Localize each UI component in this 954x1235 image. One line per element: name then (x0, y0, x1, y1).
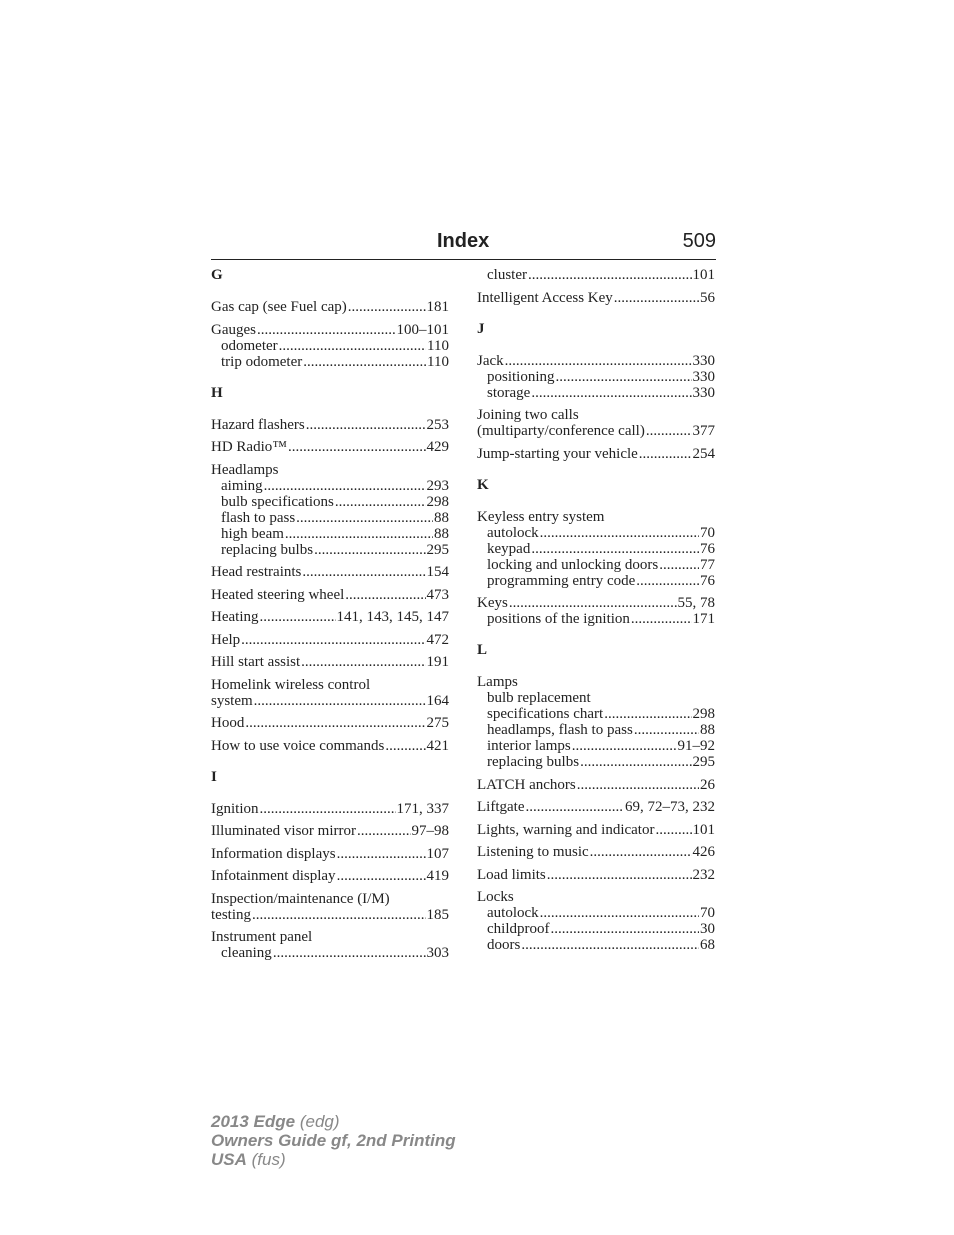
page-reference: 295 (692, 754, 715, 770)
index-entry (477, 799, 715, 815)
index-entry (477, 595, 715, 627)
entry-text: Gas cap (see Fuel cap) (211, 299, 347, 315)
footer-region (211, 1150, 456, 1169)
entry-text: flash to pass (221, 509, 296, 526)
entry-text: Lights, warning and indicator (477, 821, 655, 838)
page-reference: 69, 72–73, 232 (625, 799, 715, 815)
index-entry-line (477, 777, 715, 793)
page-reference: 88 (700, 722, 715, 738)
entry-text: HD Radio™ (211, 439, 287, 455)
index-subentry-line (211, 510, 449, 526)
entry-text: programming entry code (487, 572, 636, 589)
index-entry-line (477, 509, 715, 525)
index-entry-line (211, 907, 449, 923)
index-entry (211, 417, 449, 433)
entry-text: positions of the ignition (487, 611, 630, 627)
entry-text: locking and unlocking doors (487, 556, 659, 573)
entry-text: aiming (221, 477, 263, 494)
dot-leader (259, 609, 335, 625)
index-entry (477, 290, 715, 306)
page-reference: 30 (700, 921, 715, 937)
dot-leader (521, 937, 699, 953)
entry-text: high beam (221, 525, 284, 542)
entry-text: specifications chart (487, 706, 604, 722)
entry-text: keypad (487, 540, 531, 557)
index-column-left (211, 267, 449, 968)
index-entry (211, 823, 449, 839)
dot-leader (636, 573, 699, 589)
page-reference: 191 (426, 654, 449, 670)
page-reference: 419 (426, 868, 449, 884)
dot-leader (257, 322, 396, 338)
index-entry (211, 677, 449, 709)
index-entry-line (211, 891, 449, 907)
index-section-letter: J (477, 320, 485, 337)
entry-text: replacing bulbs (487, 754, 580, 770)
page-number: 509 (682, 230, 716, 252)
index-entry-line (211, 823, 449, 839)
page-reference: 164 (426, 692, 449, 709)
dot-leader (639, 446, 692, 462)
dot-leader (285, 526, 433, 542)
index-entry (477, 822, 715, 838)
entry-text: replacing bulbs (221, 541, 314, 558)
index-entry (477, 267, 715, 283)
dot-leader (264, 478, 426, 494)
index-entry-line (211, 299, 449, 315)
page-reference: 100–101 (396, 321, 449, 338)
index-subentry-line (211, 478, 449, 494)
entry-text: cluster (487, 267, 527, 283)
index-entry (211, 439, 449, 455)
index-entry (211, 846, 449, 862)
index-entry (211, 462, 449, 558)
page-title: Index (437, 230, 490, 252)
index-subentry-line (477, 525, 715, 541)
dot-leader (505, 353, 692, 369)
page-reference: 254 (692, 445, 715, 462)
index-entry-line (211, 868, 449, 884)
index-entry (211, 801, 449, 817)
entry-text: LATCH anchors (477, 776, 576, 793)
index-entry-line (211, 439, 449, 455)
index-entry-line (211, 322, 449, 338)
dot-leader (337, 868, 426, 884)
index-entry (477, 889, 715, 953)
dot-leader (556, 369, 692, 385)
entry-text: Ignition (211, 800, 259, 817)
page-reference: 101 (692, 267, 715, 283)
index-subentry-line (477, 722, 715, 738)
page-reference: 154 (426, 564, 449, 580)
index-entry (211, 632, 449, 648)
entry-text: Jump-starting your vehicle (477, 445, 638, 462)
entry-text: Locks (477, 889, 514, 905)
page-reference: 426 (692, 844, 715, 860)
index-entry (211, 891, 449, 923)
dot-leader (540, 525, 699, 541)
entry-text: storage (487, 384, 531, 401)
dot-leader (614, 290, 699, 306)
page-reference: 77 (700, 556, 715, 573)
index-column-right (477, 267, 715, 960)
page-reference: 76 (700, 572, 715, 589)
page-reference: 26 (700, 776, 715, 793)
index-entry (477, 674, 715, 770)
index-entry (211, 299, 449, 315)
page-reference: 76 (700, 540, 715, 557)
entry-text: Heating (211, 609, 259, 625)
page-reference: 303 (426, 945, 449, 961)
footer-model-code: (edg) (299, 1112, 340, 1131)
index-entry-line (477, 844, 715, 860)
entry-text: autolock (487, 524, 539, 541)
page-reference: 293 (426, 477, 449, 494)
entry-text: doors (487, 937, 521, 953)
index-entry-line (211, 929, 449, 945)
entry-text: Hazard flashers (211, 416, 305, 433)
entry-text: odometer (221, 337, 278, 354)
dot-leader (590, 844, 692, 860)
index-section-letter: H (211, 384, 223, 401)
entry-text: Intelligent Access Key (477, 289, 613, 306)
index-entry (477, 844, 715, 860)
dot-leader (348, 299, 426, 315)
index-subentry-line (477, 690, 715, 706)
index-subentry-line (477, 611, 715, 627)
entry-text: Jack (477, 352, 504, 369)
page-reference: 91–92 (677, 738, 715, 754)
dot-leader (337, 846, 426, 862)
entry-text: (multiparty/conference call) (477, 423, 645, 439)
page-reference: 232 (692, 866, 715, 883)
index-entry (477, 446, 715, 462)
entry-text: cleaning (221, 945, 272, 961)
page-reference: 68 (700, 937, 715, 953)
index-entry-line (477, 407, 715, 423)
index-subentry-line (477, 267, 715, 283)
dot-leader (273, 945, 426, 961)
page-reference: 181 (426, 299, 449, 315)
page-reference: 330 (692, 352, 715, 369)
index-entry-line (477, 889, 715, 905)
dot-leader (547, 867, 692, 883)
index-entry (211, 654, 449, 670)
index-entry (211, 322, 449, 370)
page-reference: 429 (426, 439, 449, 455)
entry-text: Lamps (477, 674, 518, 690)
page-reference: 330 (692, 368, 715, 385)
page-reference: 141, 143, 145, 147 (336, 609, 449, 625)
index-entry-line (211, 609, 449, 625)
entry-text: Head restraints (211, 564, 302, 580)
index-subentry-line (211, 338, 449, 354)
index-subentry-line (477, 369, 715, 385)
entry-text: system (211, 692, 253, 709)
page-reference: 377 (692, 423, 715, 439)
index-subentry-line (211, 526, 449, 542)
page-reference: 171, 337 (396, 800, 449, 817)
dot-leader (241, 632, 425, 648)
page-reference: 275 (426, 715, 449, 731)
index-subentry-line (477, 706, 715, 722)
dot-leader (550, 921, 699, 937)
entry-text: Gauges (211, 321, 256, 338)
page-reference: 253 (426, 416, 449, 433)
page-reference: 97–98 (411, 823, 449, 839)
index-entry (211, 738, 449, 754)
entry-text: Hood (211, 715, 245, 731)
entry-text: positioning (487, 368, 555, 385)
index-entry-line (211, 738, 449, 754)
index-subentry-line (477, 557, 715, 573)
entry-text: Illuminated visor mirror (211, 823, 356, 839)
index-entry (211, 929, 449, 961)
index-entry-line (477, 290, 715, 306)
entry-text: headlamps, flash to pass (487, 722, 633, 738)
index-entry-line (211, 677, 449, 693)
index-entry-line (211, 632, 449, 648)
page-reference: 110 (427, 353, 449, 370)
entry-text: Listening to music (477, 844, 589, 860)
index-subentry-line (477, 541, 715, 557)
index-entry (477, 867, 715, 883)
dot-leader (245, 715, 425, 731)
index-entry (211, 715, 449, 731)
dot-leader (531, 541, 699, 557)
dot-leader (655, 822, 691, 838)
dot-leader (659, 557, 699, 573)
page-footer (211, 1112, 456, 1169)
dot-leader (634, 722, 699, 738)
entry-text: Help (211, 631, 241, 648)
index-entry-line (477, 674, 715, 690)
dot-leader (528, 267, 692, 283)
index-entry (211, 609, 449, 625)
page-reference: 472 (426, 631, 449, 648)
page-reference: 88 (434, 509, 449, 526)
index-subentry-line (477, 754, 715, 770)
dot-leader (577, 777, 699, 793)
entry-text: Infotainment display (211, 868, 336, 884)
index-subentry-line (477, 573, 715, 589)
dot-leader (357, 823, 411, 839)
footer-model-name: 2013 Edge (211, 1112, 296, 1131)
page-reference: 55, 78 (677, 595, 715, 611)
footer-region-code: (fus) (251, 1150, 286, 1169)
dot-leader (525, 799, 624, 815)
index-subentry-line (477, 738, 715, 754)
page-reference: 171 (692, 611, 715, 627)
dot-leader (540, 905, 699, 921)
page-reference: 421 (426, 737, 449, 754)
page-reference: 473 (426, 586, 449, 603)
index-entry-line (211, 715, 449, 731)
index-subentry-line (211, 354, 449, 370)
index-subentry-line (477, 921, 715, 937)
dot-leader (303, 354, 426, 370)
entry-text: Keyless entry system (477, 508, 605, 525)
entry-text: Load limits (477, 866, 546, 883)
entry-text: How to use voice commands (211, 737, 385, 754)
index-entry (477, 353, 715, 401)
index-section-letter: K (477, 476, 489, 493)
index-entry-line (211, 846, 449, 862)
page-reference: 101 (692, 821, 715, 838)
entry-text: Hill start assist (211, 654, 301, 670)
dot-leader (345, 587, 425, 603)
entry-text: Keys (477, 595, 508, 611)
entry-text: Heated steering wheel (211, 586, 345, 603)
dot-leader (314, 542, 425, 558)
dot-leader (279, 338, 426, 354)
entry-text: Liftgate (477, 799, 525, 815)
dot-leader (385, 738, 425, 754)
index-entry (211, 564, 449, 580)
dot-leader (631, 611, 692, 627)
entry-text: trip odometer (221, 353, 303, 370)
footer-guide (211, 1131, 456, 1150)
index-entry-line (211, 587, 449, 603)
index-subentry-line (211, 494, 449, 510)
entry-text: interior lamps (487, 738, 571, 754)
index-entry (211, 587, 449, 603)
index-entry-line (211, 654, 449, 670)
page-reference: 70 (700, 524, 715, 541)
index-entry-line (477, 446, 715, 462)
entry-text: autolock (487, 905, 539, 921)
dot-leader (509, 595, 677, 611)
dot-leader (254, 693, 426, 709)
index-entry (211, 868, 449, 884)
index-entry-line (477, 799, 715, 815)
entry-text: testing (211, 906, 251, 923)
index-section-letter: I (211, 768, 217, 785)
index-entry-line (211, 801, 449, 817)
page-reference: 88 (434, 525, 449, 542)
index-subentry-line (477, 905, 715, 921)
page-reference: 70 (700, 905, 715, 921)
index-entry-line (211, 564, 449, 580)
entry-text: Headlamps (211, 461, 279, 478)
page-reference: 298 (426, 493, 449, 510)
dot-leader (252, 907, 426, 923)
page-reference: 295 (426, 541, 449, 558)
index-entry (477, 509, 715, 589)
dot-leader (306, 417, 426, 433)
entry-text: Information displays (211, 845, 336, 862)
page-reference: 56 (700, 289, 715, 306)
page-header (211, 228, 716, 260)
page-reference: 110 (427, 337, 449, 354)
index-entry-line (477, 595, 715, 611)
entry-text: Homelink wireless control (211, 676, 371, 693)
index-entry-line (477, 353, 715, 369)
entry-text: bulb replacement (487, 690, 591, 706)
index-section-letter: L (477, 642, 488, 658)
index-entry (477, 407, 715, 439)
page-reference: 330 (692, 384, 715, 401)
index-entry-line (477, 822, 715, 838)
entry-text: Inspection/maintenance (I/M) (211, 890, 390, 907)
index-entry (477, 777, 715, 793)
dot-leader (301, 654, 425, 670)
dot-leader (288, 439, 426, 455)
dot-leader (572, 738, 677, 754)
dot-leader (531, 385, 691, 401)
index-subentry-line (211, 945, 449, 961)
dot-leader (580, 754, 691, 770)
dot-leader (296, 510, 433, 526)
index-entry-line (211, 417, 449, 433)
footer-region-name: USA (211, 1150, 247, 1169)
index-subentry-line (477, 385, 715, 401)
dot-leader (302, 564, 425, 580)
dot-leader (646, 423, 692, 439)
entry-text: Instrument panel (211, 929, 313, 945)
dot-leader (604, 706, 691, 722)
index-entry-line (211, 462, 449, 478)
page-reference: 185 (426, 906, 449, 923)
footer-model (211, 1112, 456, 1131)
index-subentry-line (211, 542, 449, 558)
dot-leader (260, 801, 396, 817)
index-entry-line (211, 693, 449, 709)
page-reference: 107 (426, 845, 449, 862)
index-subentry-line (477, 937, 715, 953)
index-entry-line (477, 867, 715, 883)
entry-text: Joining two calls (477, 407, 579, 423)
index-entry-line (477, 423, 715, 439)
entry-text: childproof (487, 921, 550, 937)
footer-guide-text: Owners Guide gf, 2nd Printing (211, 1131, 456, 1150)
dot-leader (335, 494, 426, 510)
index-section-letter: G (211, 267, 223, 283)
entry-text: bulb specifications (221, 493, 334, 510)
page-reference: 298 (692, 706, 715, 722)
